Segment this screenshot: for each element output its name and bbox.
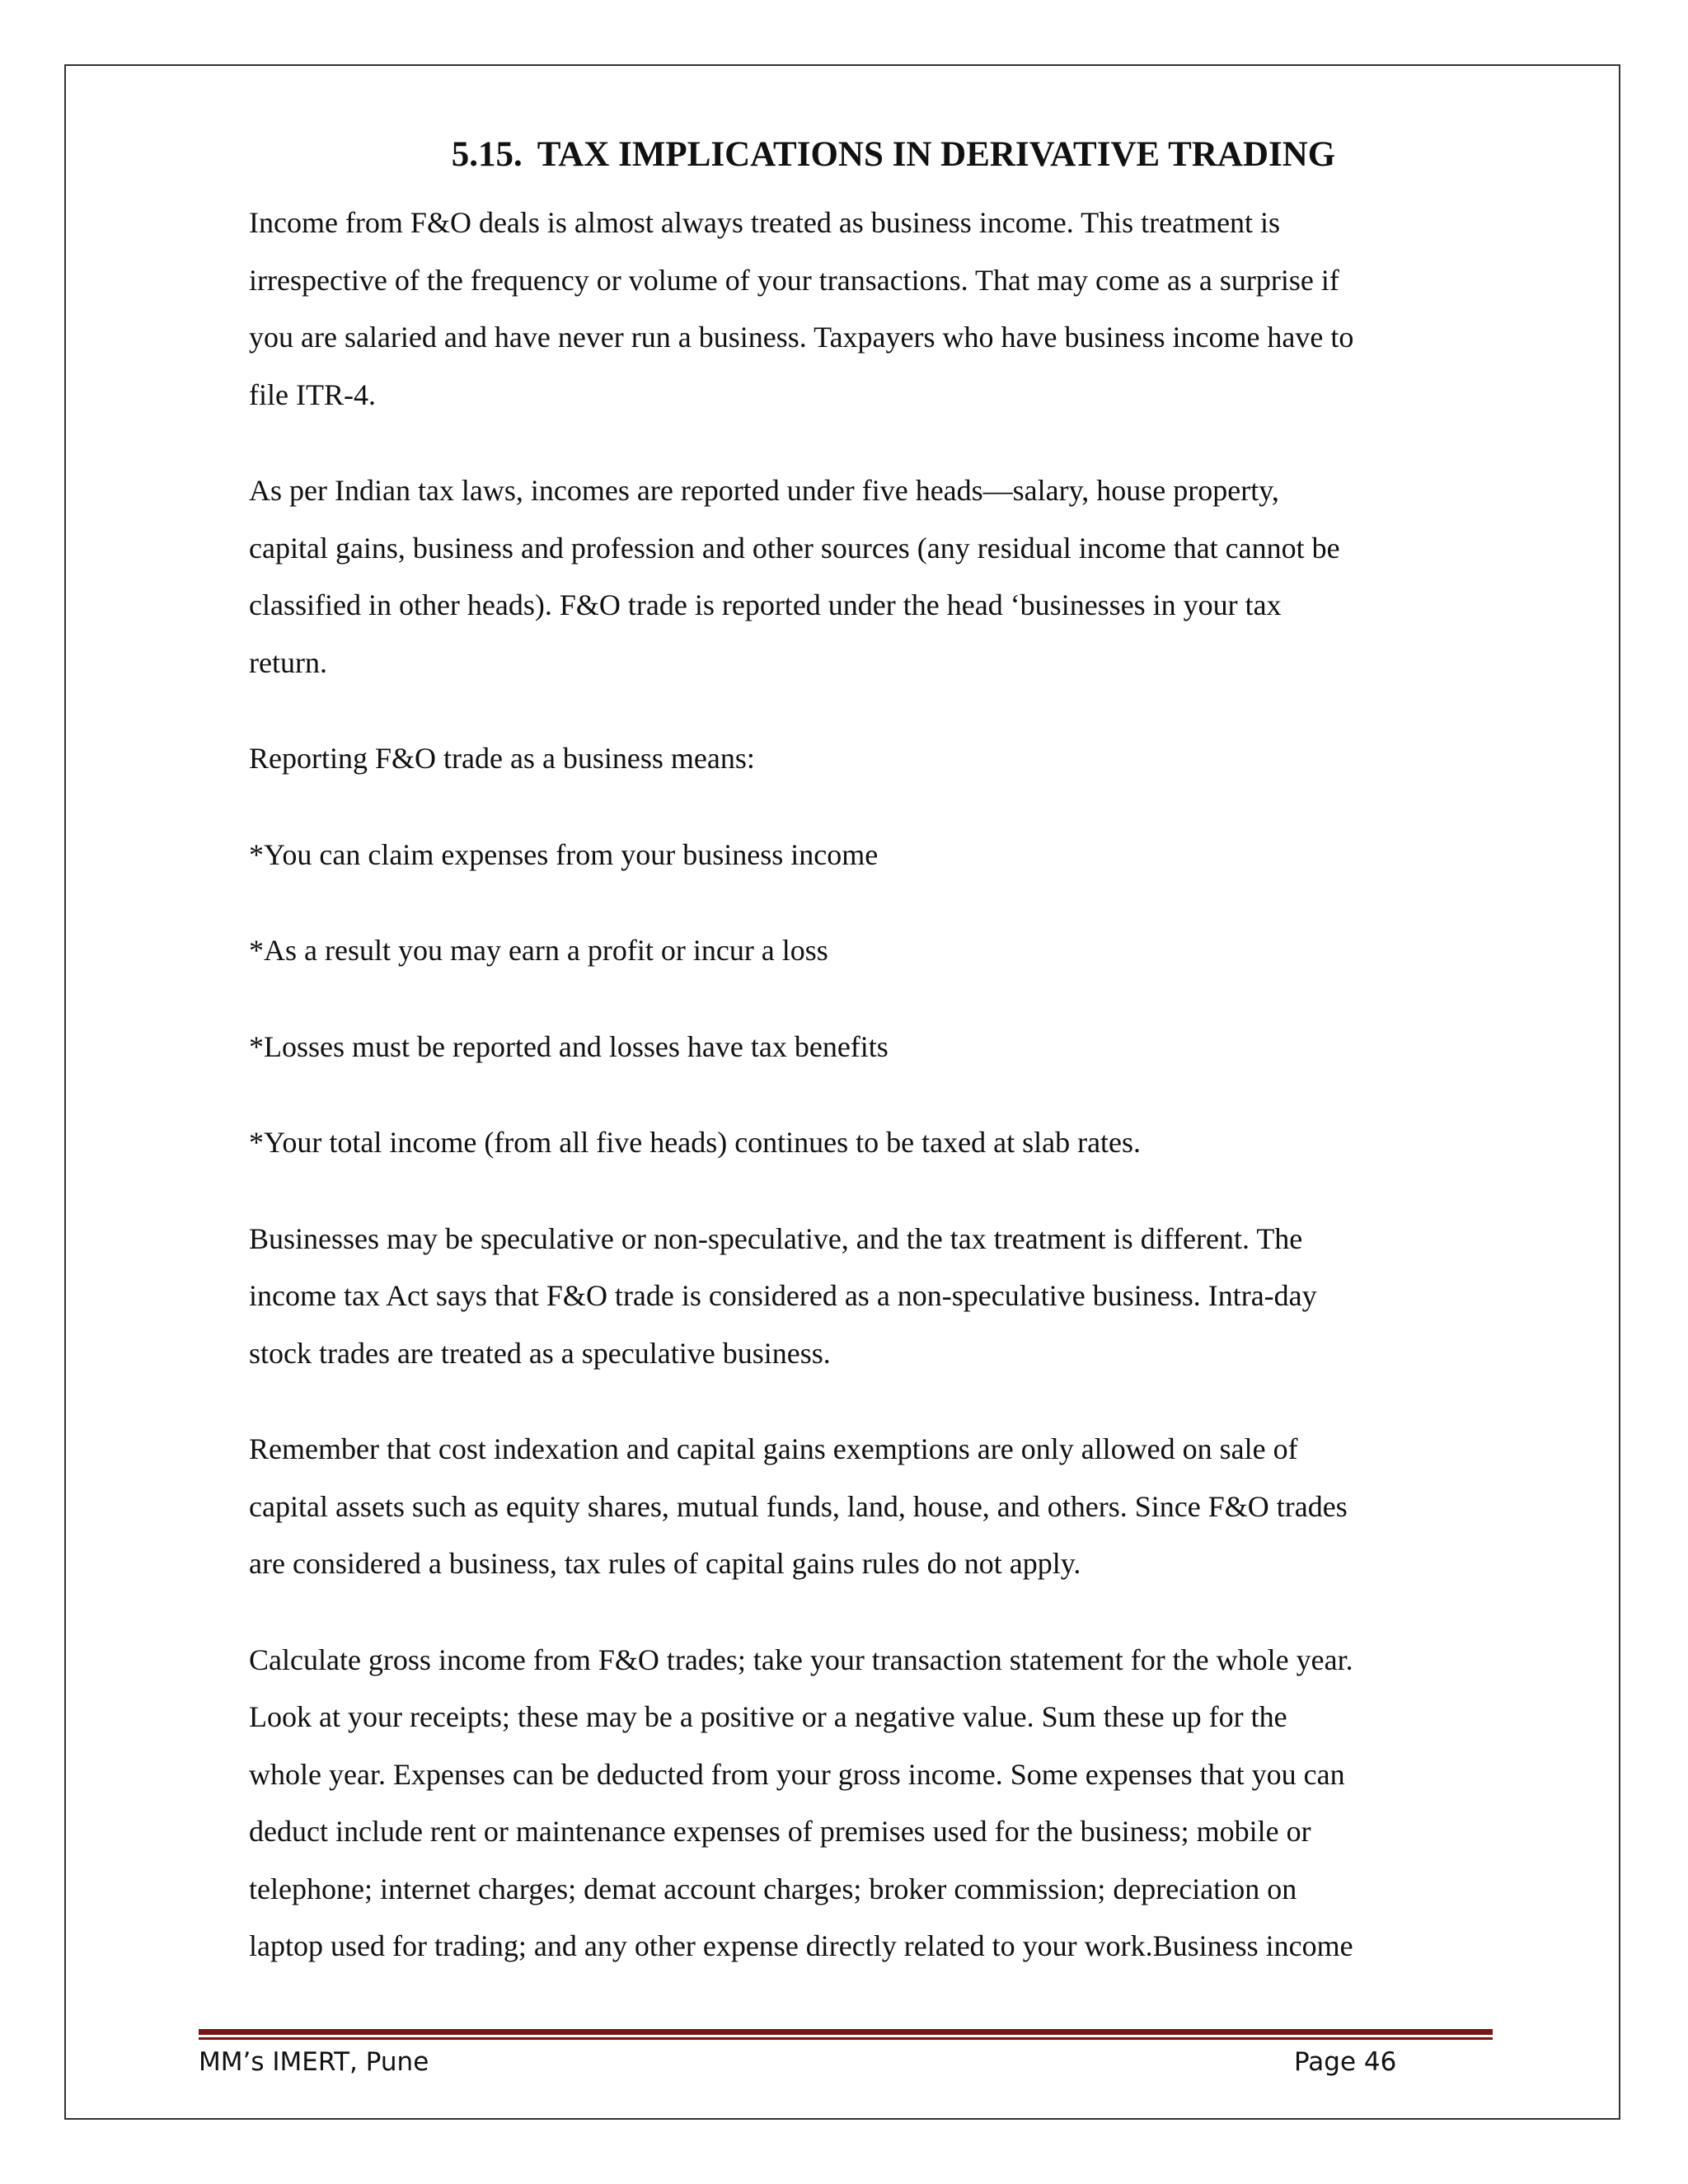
footer-institution: MM’s IMERT, Pune (199, 2047, 429, 2077)
text-line: *As a result you may earn a profit or incur a loss (249, 934, 828, 967)
section-title: TAX IMPLICATIONS IN DERIVATIVE TRADING (537, 135, 1336, 174)
text-line: capital assets such as equity shares, mutual funds, land, house, and others. Since F&O trades (249, 1489, 1348, 1523)
text-line: file ITR-4. (249, 377, 376, 411)
document-body (249, 194, 1518, 2014)
section-number: 5.15. (451, 135, 523, 174)
text-line: *You can claim expenses from your business income (249, 837, 879, 871)
footer-rule-thin (199, 2037, 1493, 2040)
text-line: capital gains, business and profession and other sources (any residual income that cannot be (249, 531, 1340, 565)
text-line: laptop used for trading; and any other expense directly related to your work.Business income (249, 1929, 1353, 1962)
text-line: whole year. Expenses can be deducted from your gross income. Some expenses that you can (249, 1757, 1345, 1791)
page-number: Page 46 (1294, 2047, 1397, 2077)
text-line: telephone; internet charges; demat account charges; broker commission; depreciation on (249, 1872, 1297, 1905)
text-line: Income from F&O deals is almost always treated as business income. This treatment is (249, 206, 1281, 239)
text-line: you are salaried and have never run a business. Taxpayers who have business income have to (249, 321, 1354, 354)
bullet-slab-rates (249, 1114, 1518, 1172)
text-line: Look at your receipts; these may be a positive or a negative value. Sum these up for the (249, 1700, 1287, 1733)
text-line: deduct include rent or maintenance expenses of premises used for the business; mobile or (249, 1815, 1311, 1848)
footer-rule-thick (199, 2029, 1493, 2035)
text-line: Reporting F&O trade as a business means: (249, 742, 755, 775)
text-line: classified in other heads). F&O trade is reported under the head ‘businesses in your tax (249, 588, 1282, 621)
bullet-profit-loss (249, 922, 1518, 980)
text-line: income tax Act says that F&O trade is considered as a non-speculative business. Intra-day (249, 1279, 1317, 1312)
text-line: stock trades are treated as a speculative business. (249, 1336, 831, 1370)
paragraph-speculative (249, 1211, 1518, 1383)
text-line: irrespective of the frequency or volume of your transactions. That may come as a surprise if (249, 263, 1339, 297)
bullet-losses-reported (249, 1019, 1518, 1076)
paragraph-income-heads (249, 462, 1518, 691)
paragraph-business-income (249, 194, 1518, 424)
text-line: Businesses may be speculative or non-speculative, and the tax treatment is different. The (249, 1221, 1303, 1255)
paragraph-reporting-means (249, 730, 1518, 788)
bullet-claim-expenses (249, 827, 1518, 884)
text-line: return. (249, 645, 327, 679)
paragraph-indexation (249, 1421, 1518, 1593)
text-line: are considered a business, tax rules of capital gains rules do not apply. (249, 1547, 1081, 1580)
paragraph-gross-income (249, 1632, 1518, 1975)
text-line: Remember that cost indexation and capital gains exemptions are only allowed on sale of (249, 1432, 1298, 1465)
text-line: Calculate gross income from F&O trades; take your transaction statement for the whole year. (249, 1643, 1353, 1676)
text-line: As per Indian tax laws, incomes are reported under five heads—salary, house property, (249, 474, 1279, 507)
footer-rule (199, 2029, 1493, 2041)
text-line: *Losses must be reported and losses have tax benefits (249, 1029, 889, 1063)
text-line: *Your total income (from all five heads) continues to be taxed at slab rates. (249, 1126, 1142, 1159)
section-heading (0, 132, 1688, 178)
